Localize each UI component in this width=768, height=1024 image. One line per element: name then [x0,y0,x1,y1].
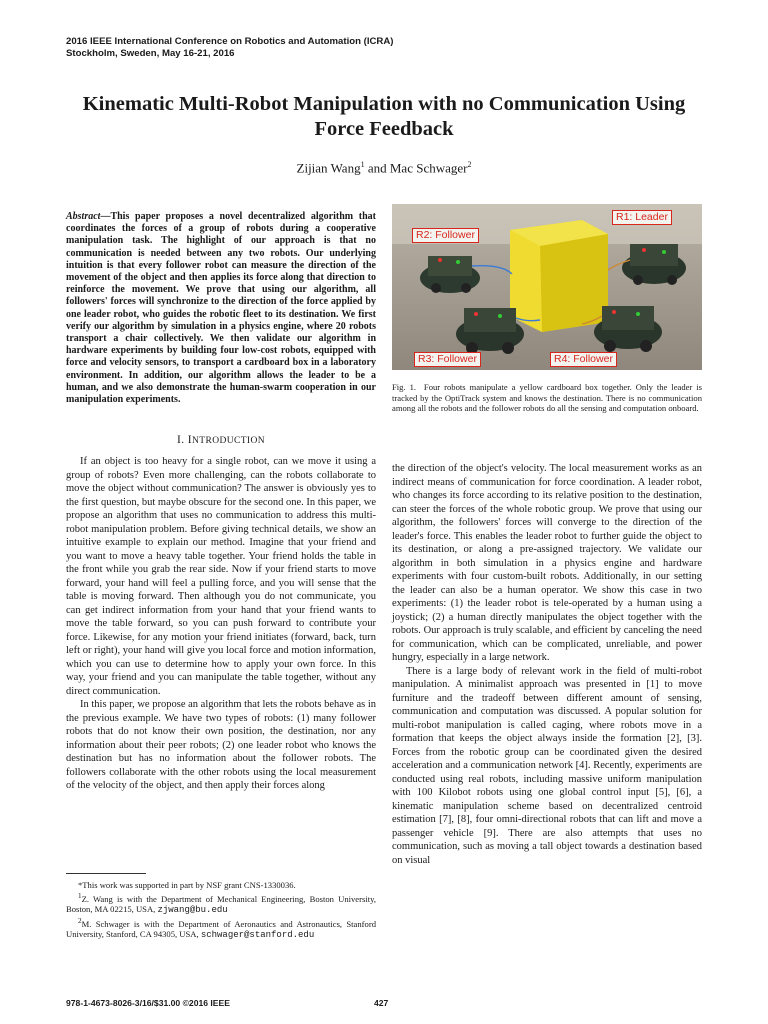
label-r1-leader: R1: Leader [612,210,672,225]
author-1-affiliation: 1 [360,160,365,169]
figure-1-photo [392,204,702,370]
robot-r4 [594,306,662,352]
label-r2-follower: R2: Follower [412,228,479,243]
footnotes [66,880,376,941]
figure-1-caption [392,382,702,414]
abstract [66,211,376,406]
authors [60,160,708,176]
paragraph: If an object is too heavy for a single robot, can we move it using a group of robots? Even more challenging, can the robots collaborate to move the object without communication? The answer is obviously yes to the first question, but maybe obscure for the second one. In this paper, we propose an algorithm that uses no communication to address this multi-robot manipulation problem. Before giving technical details, we show an intuitive example to explain our method. Imagine that your friend and you want to move a heavy table together. Your friend holds the table in the front while you grab the rear side. Now if your friend starts to move forward, your hand will feel a pulling force, and you will sense that the table is moving forward. Then although you do not communicate, you can get indirect information from your hand that your friend wants to move the table forward, so you can push forward to contribute your force. Likewise, for any motion your friend initiates (forward, back, turn left or right), your hand will give you local force and motion information, which you can use to determine how to apply your own force. In this way, your friend and you can manipulate the table together, without any direct communication. [66,456,376,697]
abstract-dash: — [100,211,111,222]
page-number: 427 [374,998,389,1008]
author-2: Mac Schwager [389,160,468,176]
footnote-1-mark: 1 [78,891,82,900]
robot-r3 [456,308,524,354]
footnote-funding: *This work was supported in part by NSF grant CNS-1330036. [78,880,296,890]
conference-header [66,36,393,60]
caption-text: Four robots manipulate a yellow cardboard box together. Only the leader is tracked by the OptiTrack system and knows the destination. There is no communication among all the robots and the follower robots do all the sensing and computation onboard. [392,382,702,414]
author-1: Zijian Wang [296,160,361,176]
left-column-body [66,455,376,793]
footnote-2 [66,916,376,941]
label-r4-follower: R4: Follower [550,352,617,367]
conference-name: 2016 IEEE International Conference on Robotics and Automation (ICRA) [66,36,394,47]
footnote-divider [66,873,146,874]
paragraph: There is a large body of relevant work in the field of multi-robot manipulation. A minimalist approach was presented in [1] to move furniture and the tradeoff between different amount of sensing, communication and computation was discussed. A popular solution for multi-robot manipulation is called caging, where robots move in a formation that keeps the object always inside the formation [2], [3]. Forces from the robotic group can be coordinated given the desired acceleration and a communication network [4]. Recently, experiments are conducted using real robots, including massive uniform manipulation with 100 Kilobot robots using one global control input [5], [6], a kinematic manipulation scheme based on decentralized centroid estimation [7], [8], four omni-directional robots that can lift and move a passenger vehicle [9]. There are also attempts that uses no communication, such as moving a tall object towards a destination based on visual [392,665,702,866]
section-title-initial: I [187,434,192,446]
authors-conjunction: and [367,160,387,176]
section-title-rest: NTRODUCTION [192,436,266,446]
label-r3-follower: R3: Follower [414,352,481,367]
right-column-body [392,462,702,867]
footnote-1 [66,891,376,916]
footnote-2-text: M. Schwager is with the Department of Aeronautics and Astronautics, Stanford University, Stanford, CA 94305, USA, [66,918,376,940]
robot-r2 [420,256,480,293]
section-number: I. [176,434,185,446]
footnote-1-text: Z. Wang is with the Department of Mechanical Engineering, Boston University, Boston, MA 02215, USA, [66,893,376,915]
robot-r1 [622,244,686,285]
paragraph: In this paper, we propose an algorithm that lets the robots behave as in the previous example. We have two types of robots: (1) many follower robots that do not know their own position, the destination, nor any information about their peer robots; (2) one leader robot who knows the destination but has no information about the follower robots. The followers collaborate with the other robots using the local measurement of the velocity of the object, and then apply their forces along [66,699,376,791]
caption-label: Fig. 1. [392,382,417,392]
abstract-text: This paper proposes a novel decentralized algorithm that coordinates the forces of a group of robots during a cooperative manipulation task. The highlight of our approach is that no communication is needed between any two robots. Our underlying intuition is that every follower robot can measure the direction of the movement of the object and then applies its force along that direction to reinforce the movement. We prove that using our algorithm, all followers' forces will synchronize to the direction of the force applied by one leader robot, who guides the robotic fleet to its destination. We first verify our algorithm by simulation in a physics engine, where 20 robots transport a chair collectively. We then validate our algorithm in hardware experiments by building four low-cost robots, equipped with force and velocity sensors, to transport a cardboard box in a laboratory environment. In addition, our algorithm allows the leader to be a human, and we also demonstrate the human-swarm cooperation in our manipulation experiments. [66,211,376,406]
abstract-label: Abstract [66,211,101,222]
title-line-1: Kinematic Multi-Robot Manipulation with no Communication Using [82,93,686,115]
footer-isbn: 978-1-4673-8026-3/16/$31.00 ©2016 IEEE [66,998,231,1008]
footnote-2-mark: 2 [78,916,82,925]
conference-location: Stockholm, Sweden, May 16-21, 2016 [66,48,235,59]
author-2-affiliation: 2 [467,160,472,169]
paper-title [60,92,708,142]
footnote-2-email[interactable]: schwager@stanford.edu [200,930,315,941]
title-line-2: Force Feedback [314,118,454,140]
cardboard-box [510,220,608,332]
section-heading-introduction [66,434,376,446]
paragraph: the direction of the object's velocity. The local measurement works as an indirect means of communication for force coordination. A leader robot, who changes its force according to its relative position to the destination, can steer the forces of the whole robotic group. We prove that using our algorithm, the followers' forces will converge to the direction of the leader's force. This enables the leader robot to further guide the object to its destination, or along a pre-assigned trajectory. We validate our algorithm in both simulation in a physics engine and hardware experiments with four custom-built robots. Additionally, in our setting the leader can also be a human operator. We show this case in two experiments: (1) the leader robot is tele-operated by a human using a joystick; (2) a human directly manipulates the object together with the robots. Our approach is truly scalable, and efficient by canceling the need for communication, which can be complicated, unreliable, and power hungry, especially in a large network. [392,463,702,663]
footnote-1-email[interactable]: zjwang@bu.edu [157,905,228,916]
